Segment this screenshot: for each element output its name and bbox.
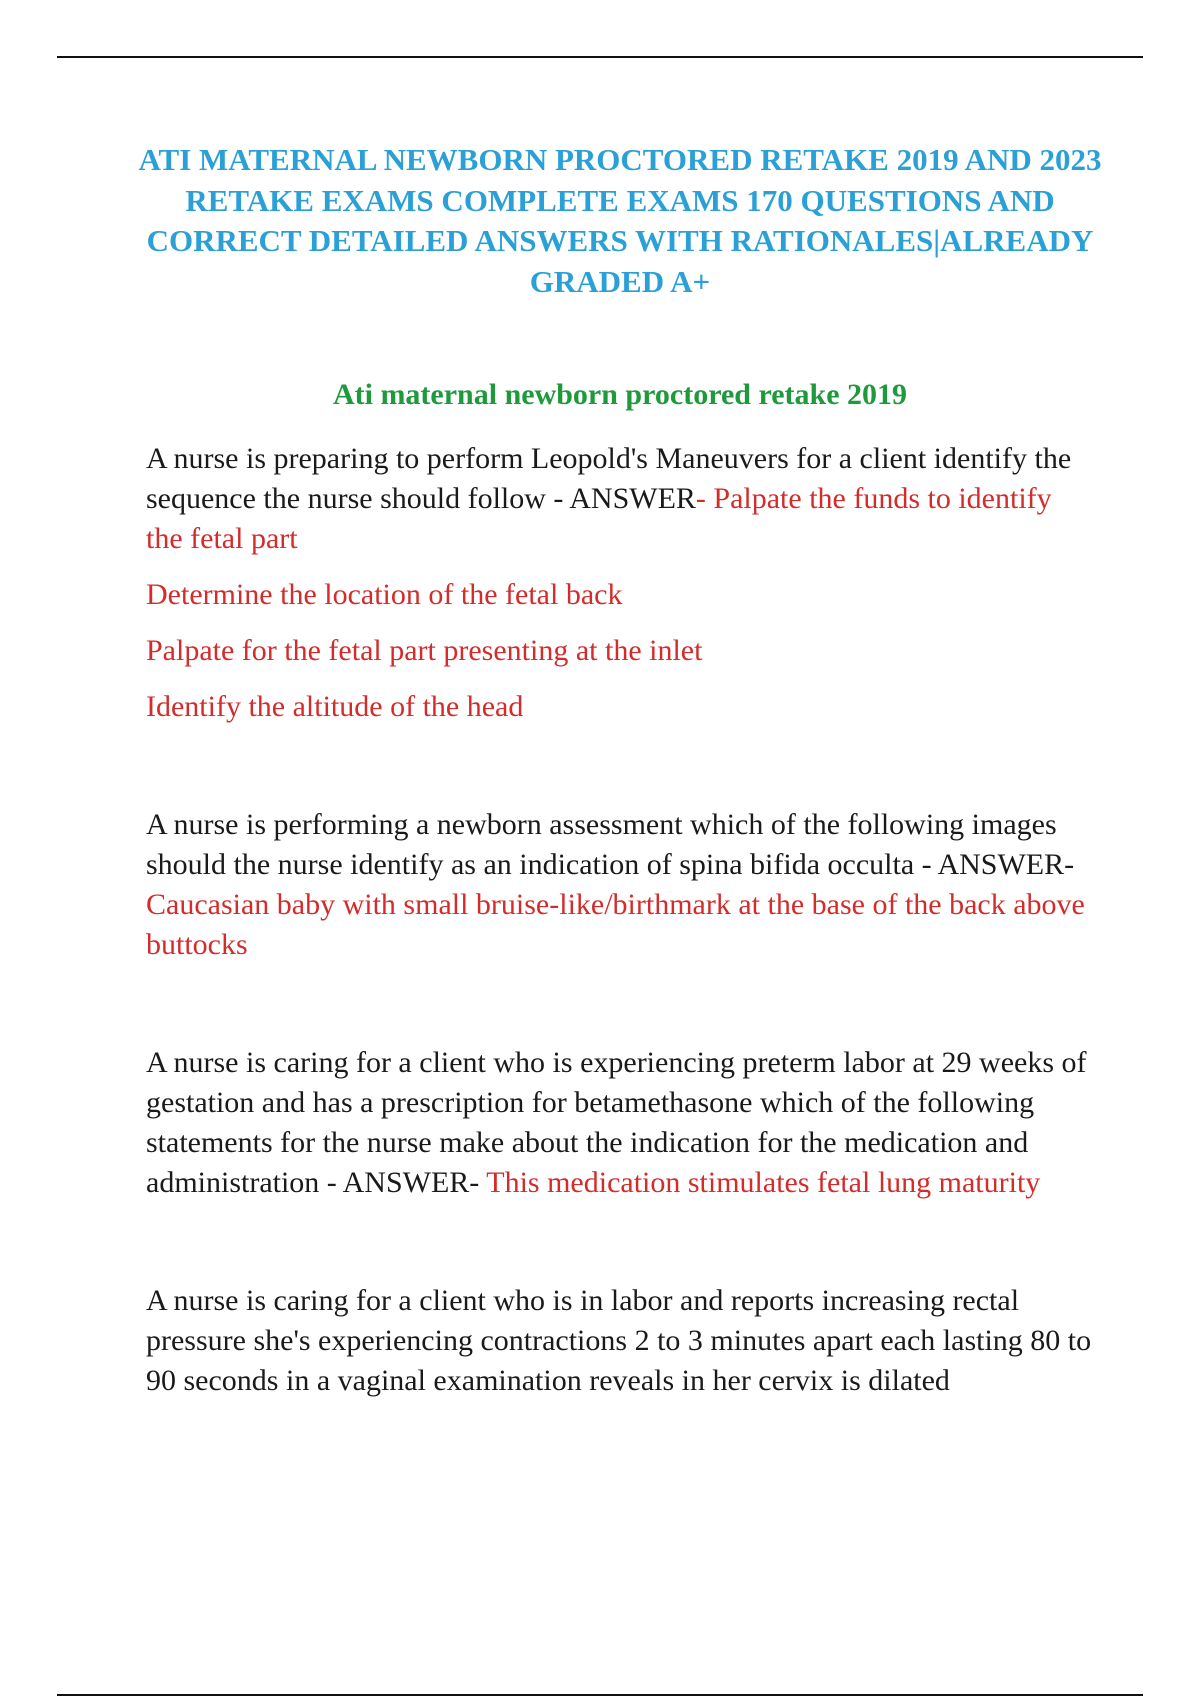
question-4-prompt: A nurse is caring for a client who is in labor and reports increasing rectal pressure she's experiencing contractions 2 to 3 minutes apart each lasting 80 to 90 seconds in a vaginal examination reveals in her cervix is dilated xyxy=(146,1283,1092,1397)
question-1-step-4: Identify the altitude of the head xyxy=(146,689,524,723)
top-rule xyxy=(57,56,1143,58)
document-page xyxy=(138,140,1102,1401)
document-title: ATI MATERNAL NEWBORN PROCTORED RETAKE 2019 AND 2023 RETAKE EXAMS COMPLETE EXAMS 170 QUESTIONS AND CORRECT DETAILED ANSWERS WITH RATIONALES|ALREADY GRADED A+ xyxy=(138,142,1102,299)
question-2-prompt: A nurse is performing a newborn assessment which of the following images should the nurse identify as an indication of spina bifida occulta - ANSWER- xyxy=(146,807,1075,881)
bottom-rule xyxy=(57,1694,1143,1696)
question-3 xyxy=(146,1043,1094,1203)
question-1-prompt: A nurse is preparing to perform Leopold's Maneuvers for a client identify the sequence the nurse should follow - ANSWER xyxy=(146,441,1072,515)
section-title: Ati maternal newborn proctored retake 2019 xyxy=(332,378,908,411)
question-1-step-2: Determine the location of the fetal back xyxy=(146,577,623,611)
question-4 xyxy=(146,1281,1094,1401)
question-3-answer: This medication stimulates fetal lung maturity xyxy=(479,1165,1041,1199)
question-2 xyxy=(146,805,1094,965)
question-2-answer: Caucasian baby with small bruise-like/birthmark at the base of the back above buttocks xyxy=(146,887,1085,961)
question-1-answer: - Palpate the funds to identify the fetal part xyxy=(146,481,1052,555)
question-3-prompt: A nurse is caring for a client who is experiencing preterm labor at 29 weeks of gestation and has a prescription for betamethasone which of the following statements for the nurse make about the indication for the medication and administration - ANSWER- xyxy=(146,1045,1087,1199)
question-1-step-3: Palpate for the fetal part presenting at the inlet xyxy=(146,633,703,667)
question-1 xyxy=(146,439,1094,559)
